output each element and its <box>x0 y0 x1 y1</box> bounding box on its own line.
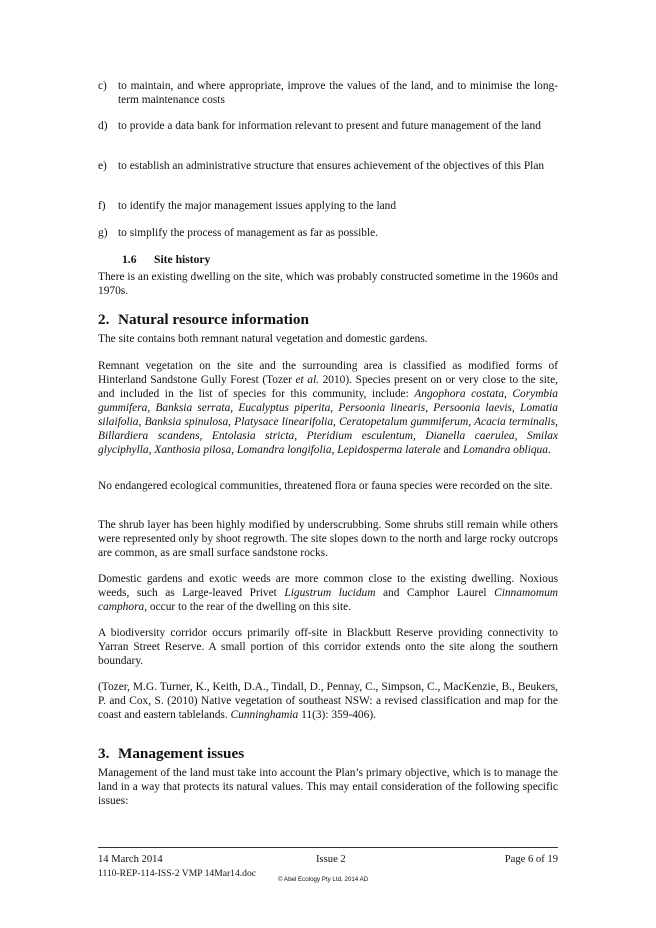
objective-item-g <box>98 226 558 240</box>
italic-run: Cinnamomum camphora <box>98 587 559 613</box>
section-heading-natural-resource <box>98 311 309 329</box>
endangered-paragraph: No endangered ecological communities, threatened flora or fauna species were recorded on the site. <box>98 480 553 492</box>
shrub-layer-paragraph: The shrub layer has been highly modified by underscrubbing. Some shrubs still remain while others were represented only by shoot regrowth. The site slopes down to the north and large rocky outcrops are common, as are small surface sandstone rocks. <box>98 519 558 559</box>
text-run: 2010). Species present on or very close to the site, and included in the list of species for this community, include: <box>98 374 558 400</box>
section-number: 3. <box>98 745 110 762</box>
italic-run: Lomandra obliqua <box>462 444 548 456</box>
list-text: to establish an administrative structure that ensures achievement of the objectives of this Plan <box>118 160 545 172</box>
list-marker: c) <box>98 80 107 92</box>
list-text: to maintain, and where appropriate, improve the values of the land, and to minimise the long-term maintenance costs <box>118 80 558 106</box>
italic-run: Ligustrum lucidum <box>284 587 376 599</box>
list-marker: e) <box>98 160 107 172</box>
list-text: to identify the major management issues applying to the land <box>118 200 397 212</box>
italic-run: Cunninghamia <box>230 709 299 721</box>
gardens-paragraph <box>98 572 558 614</box>
text-run: 11(3): 359-406). <box>298 709 376 721</box>
footer-page-number: Page 6 of 19 <box>504 854 558 865</box>
remnant-vegetation-paragraph <box>98 359 558 457</box>
document-page <box>98 0 558 928</box>
text-run: and <box>440 444 463 456</box>
list-marker: f) <box>98 200 106 212</box>
footer-date: 14 March 2014 <box>98 854 163 865</box>
objective-item-e <box>98 159 558 173</box>
natural-resource-intro: The site contains both remnant natural vegetation and domestic gardens. <box>98 333 428 345</box>
italic-run: et al. <box>295 374 319 386</box>
reference-paragraph <box>98 680 558 722</box>
objective-item-d <box>98 119 558 133</box>
text-run: , occur to the rear of the dwelling on this site. <box>144 601 352 613</box>
section-number: 1.6 <box>122 253 137 266</box>
footer-document-ref: 1110-REP-114-ISS-2 VMP 14Mar14.doc <box>98 868 257 879</box>
section-title: Natural resource information <box>118 311 309 328</box>
corridor-paragraph: A biodiversity corridor occurs primarily off-site in Blackbutt Reserve providing connectivity to Yarran Street Reserve. A small portion of this corridor extends onto the site along the southern boundary. <box>98 627 558 667</box>
list-marker: d) <box>98 120 108 132</box>
text-run: . <box>547 444 551 456</box>
text-run: and Camphor Laurel <box>375 587 495 599</box>
site-history-paragraph: There is an existing dwelling on the site, which was probably constructed sometime in the 1960s and 1970s. <box>98 271 558 297</box>
footer-divider <box>98 847 558 848</box>
section-title: Management issues <box>118 745 245 762</box>
text-run: (Tozer, M.G. Turner, K., Keith, D.A., Tindall, D., Pennay, C., Simpson, C., MacKenzie, B., Beukers, P. and Cox, S. (2010) Native vegetation of southeast NSW: a revised classification and map for the coast and eastern tablelands. <box>98 681 558 721</box>
section-title: Site history <box>154 253 211 266</box>
objective-item-c <box>98 79 558 107</box>
management-paragraph: Management of the land must take into account the Plan’s primary objective, which is to manage the land in a way that protects its natural values. This may entail consideration of the following specific issues: <box>98 767 558 807</box>
text-run: Domestic gardens and exotic weeds are more common close to the existing dwelling. Noxious weeds, such as Large-leaved Privet <box>98 573 558 599</box>
objective-item-f <box>98 199 558 213</box>
list-text: to simplify the process of management as far as possible. <box>118 227 379 239</box>
species-list: Angophora costata, Corymbia gummifera, Banksia serrata, Eucalyptus piperita, Persoonia linearis, Persoonia laevis, Lomatia silaifolia, Banksia spinulosa, Platysace linearifolia, Ceratopetalum gummiferum, Acacia terminalis, Billardiera scandens, Entolasia stricta, Pteridium esculentum, Dianella caerulea, Smilax glyciphylla, Xanthosia pilosa, Lomandra longifolia, Lepidosperma laterale <box>98 388 558 456</box>
section-heading-management <box>98 745 244 763</box>
text-run: Remnant vegetation on the site and the surrounding area is classified as modified forms of Hinterland Sandstone Gully Forest (Tozer <box>98 360 558 386</box>
footer-copyright: © Abel Ecology Pty Ltd, 2014 AD <box>278 876 369 883</box>
list-marker: g) <box>98 227 108 239</box>
section-number: 2. <box>98 311 110 328</box>
list-text: to provide a data bank for information relevant to present and future management of the land <box>118 120 541 132</box>
section-heading-site-history <box>122 253 210 267</box>
footer-issue: Issue 2 <box>316 854 346 865</box>
